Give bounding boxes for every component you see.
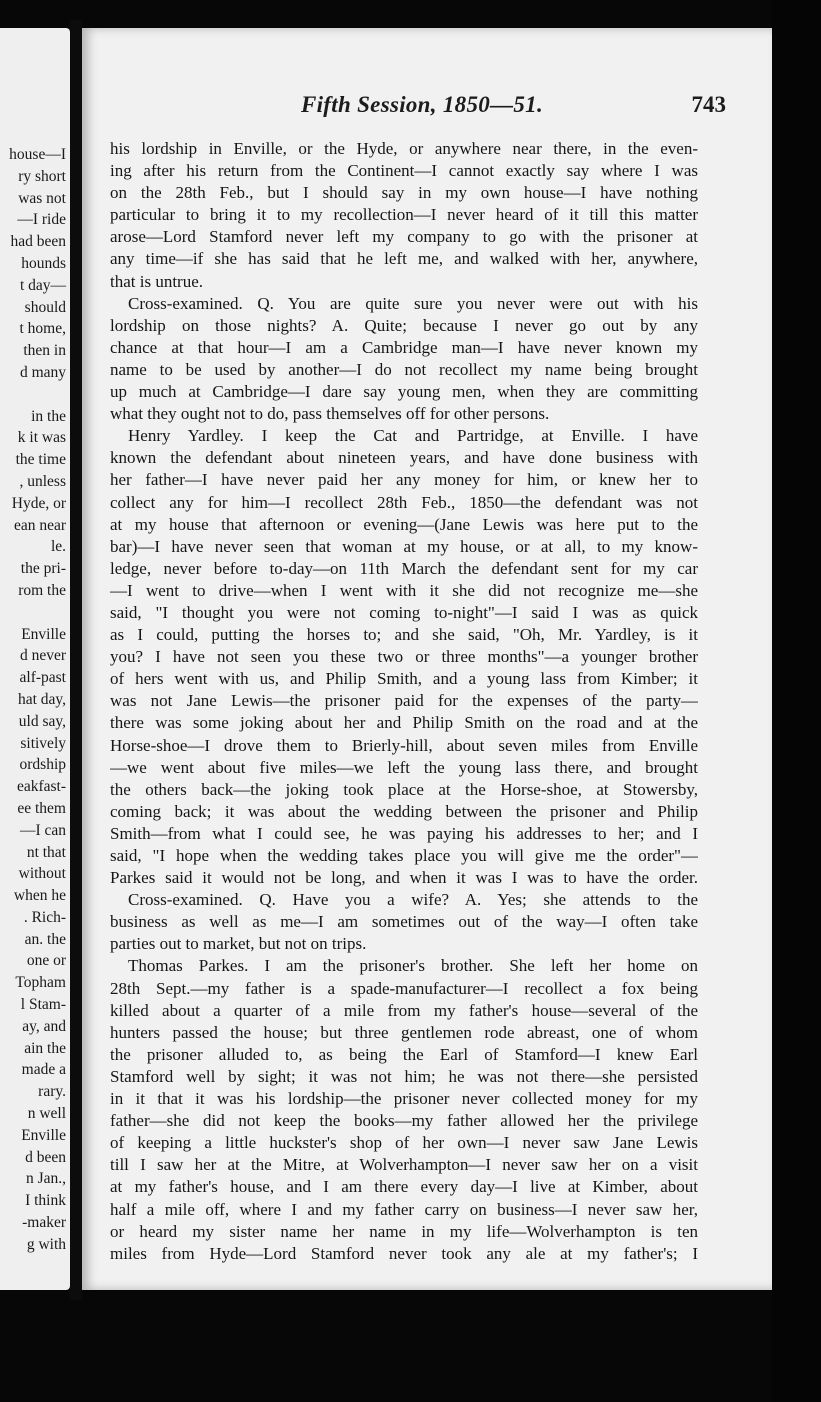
document-page: [82, 28, 772, 1290]
text-line: the prisoner alluded to, as being the Earl of Stamford—I knew Earl: [110, 1044, 698, 1064]
previous-page-line: —I ride: [17, 211, 66, 229]
previous-page-line: rary.: [38, 1083, 66, 1101]
page-number: 743: [691, 92, 726, 117]
text-line: said, "I hope when the wedding takes place you will give me the order"—: [110, 846, 698, 865]
previous-page-line: [9, 384, 66, 406]
previous-page-line: in the: [31, 407, 66, 425]
text-line: what they ought not to do, pass themselves off for other persons.: [110, 404, 550, 424]
text-line: killed about a quarter of a mile from my father's house—several of the: [110, 1000, 698, 1020]
previous-page-line: ain the: [24, 1039, 66, 1057]
previous-page-line: Hyde, or: [11, 494, 66, 512]
text-line: said, "I thought you were not coming to-night"—I said I was as quick: [110, 602, 698, 622]
previous-page-line: the time: [15, 451, 66, 469]
previous-page-line: when he: [13, 887, 66, 905]
text-line: Henry Yardley. I keep the Cat and Partridge, at Enville. I have: [128, 426, 698, 446]
text-line: parties out to market, but not on trips.: [110, 934, 367, 954]
previous-page-line: house—I: [9, 146, 66, 163]
previous-page-line: was not: [18, 189, 66, 207]
previous-page-line: t home,: [19, 320, 66, 338]
previous-page-line: rom the: [18, 581, 66, 599]
previous-page-line: [9, 602, 66, 624]
text-line: Smith—from what I could see, he was paying his addresses to her; and I: [110, 823, 698, 843]
previous-page-line: Topham: [15, 974, 66, 992]
previous-page-line: alf-past: [19, 669, 66, 687]
text-line: on the 28th Feb., but I should say in my own house—I have nothing: [110, 183, 698, 203]
previous-page-line: ay, and: [22, 1017, 66, 1035]
previous-page-line: Enville: [21, 625, 66, 643]
previous-page-text: [9, 144, 66, 1256]
text-line: there was some joking about her and Philip Smith on the road and at the: [110, 713, 698, 733]
previous-page-line: k it was: [17, 429, 66, 447]
previous-page-line: I think: [25, 1192, 66, 1210]
previous-page-line: ean near: [13, 516, 66, 534]
previous-page-line: uld say,: [18, 712, 66, 730]
text-line: half a mile off, where I and my father carry on business—I never saw her,: [110, 1199, 698, 1219]
previous-page-line: nt that: [26, 843, 66, 861]
running-head: Fifth Session, 1850—51.: [300, 92, 544, 117]
previous-page-line: le.: [50, 538, 66, 556]
text-line: —I went to drive—when I went with it she did not recognize me—she: [110, 580, 698, 600]
previous-page-line: d been: [25, 1148, 66, 1166]
text-line: known the defendant about nineteen years, and have done business with: [110, 448, 698, 468]
previous-page-line: -maker: [22, 1214, 66, 1232]
text-line: bar)—I have never seen that woman at my house, or at all, to my know-: [110, 536, 698, 556]
text-line: till I saw her at the Mitre, at Wolverhampton—I never saw her on a visit: [110, 1155, 698, 1175]
text-line: business as well as me—I am sometimes out of the way—I often take: [110, 912, 698, 932]
text-line: lordship on those nights? A. Quite; because I never go out by any: [110, 315, 698, 335]
text-line: up much at Cambridge—I dare say young men, when they are committing: [110, 382, 698, 402]
text-line: her father—I have never paid her any money for him, or knew her to: [110, 470, 698, 490]
text-line: any time—if she has said that he left me, and walked with her, anywhere,: [110, 249, 698, 269]
previous-page-fragment: [0, 28, 70, 1290]
text-line: in it that it was his lordship—the prisoner never collected money for my: [110, 1089, 698, 1109]
previous-page-line: , unless: [19, 472, 66, 490]
scan-dark-border: [772, 0, 821, 1402]
previous-page-line: d many: [19, 363, 66, 381]
text-line: of hers went with us, and Philip Smith, and a young lass from Kimber; it: [110, 669, 698, 689]
page-header: [112, 92, 732, 126]
text-line: —we went about five miles—we left the young lass there, and brought: [110, 757, 698, 777]
text-line: you? I have not seen you these two or three months"—a younger brother: [110, 647, 698, 667]
previous-page-line: Enville: [21, 1126, 66, 1144]
text-line: of keeping a little huckster's shop of her own—I never saw Jane Lewis: [110, 1133, 698, 1153]
previous-page-line: t day—: [19, 276, 66, 294]
text-line: miles from Hyde—Lord Stamford never took any ale at my father's; I: [110, 1243, 698, 1263]
previous-page-line: ee them: [17, 799, 66, 817]
text-line: Stamford well by sight; it was not him; he was not there—she persisted: [110, 1066, 698, 1086]
previous-page-line: an. the: [24, 930, 66, 948]
previous-page-line: d never: [19, 647, 66, 665]
text-line: at my house that afternoon or evening—(Jane Lewis was here put to the: [110, 514, 698, 534]
previous-page-line: ordship: [19, 756, 66, 774]
text-line: father—she did not keep the books—my father allowed her the privilege: [110, 1111, 698, 1131]
previous-page-line: g with: [26, 1235, 66, 1253]
previous-page-line: sitively: [20, 734, 66, 752]
previous-page-line: had been: [10, 233, 66, 251]
text-line: arose—Lord Stamford never left my company to go with the prisoner at: [110, 227, 698, 247]
previous-page-line: the pri-: [20, 560, 66, 578]
previous-page-line: ry short: [18, 167, 66, 185]
previous-page-line: hounds: [21, 254, 66, 272]
previous-page-line: n Jan.,: [25, 1170, 66, 1188]
text-line: chance at that hour—I am a Cambridge man—I have never known my: [110, 337, 698, 357]
text-line: as I could, putting the horses to; and she said, "Oh, Mr. Yardley, is it: [110, 625, 698, 645]
previous-page-line: . Rich-: [23, 908, 66, 926]
previous-page-line: hat day,: [17, 690, 66, 708]
text-line: hunters passed the house; but three gentlemen rode abreast, one of whom: [110, 1022, 698, 1042]
previous-page-line: should: [24, 298, 66, 316]
text-line: Parkes said it would not be long, and when it was I was to have the order.: [110, 868, 698, 888]
book-gutter: [70, 20, 82, 1300]
previous-page-line: made a: [21, 1061, 66, 1079]
text-line: 28th Sept.—my father is a spade-manufacturer—I recollect a fox being: [110, 978, 698, 998]
text-line: Cross-examined. Q. You are quite sure you never were out with his: [128, 293, 698, 313]
previous-page-line: one or: [26, 952, 66, 970]
text-line: Horse-shoe—I drove them to Brierly-hill, about seven miles from Enville: [110, 735, 698, 755]
text-line: at my father's house, and I am there every day—I live at Kimber, about: [110, 1177, 698, 1197]
text-line: or heard my sister name her name in my life—Wolverhampton is ten: [110, 1221, 698, 1241]
text-line: Thomas Parkes. I am the prisoner's brother. She left her home on: [128, 956, 698, 976]
previous-page-line: —I can: [19, 821, 66, 839]
text-line: collect any for him—I recollect 28th Feb., 1850—the defendant was not: [110, 492, 698, 512]
text-line: was not Jane Lewis—the prisoner paid for the expenses of the party—: [110, 691, 698, 711]
page-body-text: [110, 138, 698, 1265]
text-line: particular to bring it to my recollection—I never heard of it till this matter: [110, 205, 698, 225]
text-line: coming back; it was about the wedding between the prisoner and Philip: [110, 801, 698, 821]
previous-page-line: l Stam-: [20, 996, 66, 1014]
previous-page-line: then in: [23, 342, 66, 360]
text-line: ledge, never before to-day—on 11th March the defendant sent for my car: [110, 558, 698, 578]
previous-page-line: eakfast-: [16, 778, 66, 796]
text-line: ing after his return from the Continent—I cannot exactly say where I was: [110, 161, 698, 181]
text-line: his lordship in Enville, or the Hyde, or anywhere near there, in the even-: [110, 139, 698, 158]
text-line: the others back—the joking took place at the Horse-shoe, at Stowersby,: [110, 779, 698, 799]
previous-page-line: without: [18, 865, 66, 883]
text-line: Cross-examined. Q. Have you a wife? A. Yes; she attends to the: [128, 890, 698, 910]
text-line: name to be used by another—I do not recollect my name being brought: [110, 359, 698, 379]
previous-page-line: n well: [27, 1105, 66, 1123]
text-line: that is untrue.: [110, 271, 204, 291]
